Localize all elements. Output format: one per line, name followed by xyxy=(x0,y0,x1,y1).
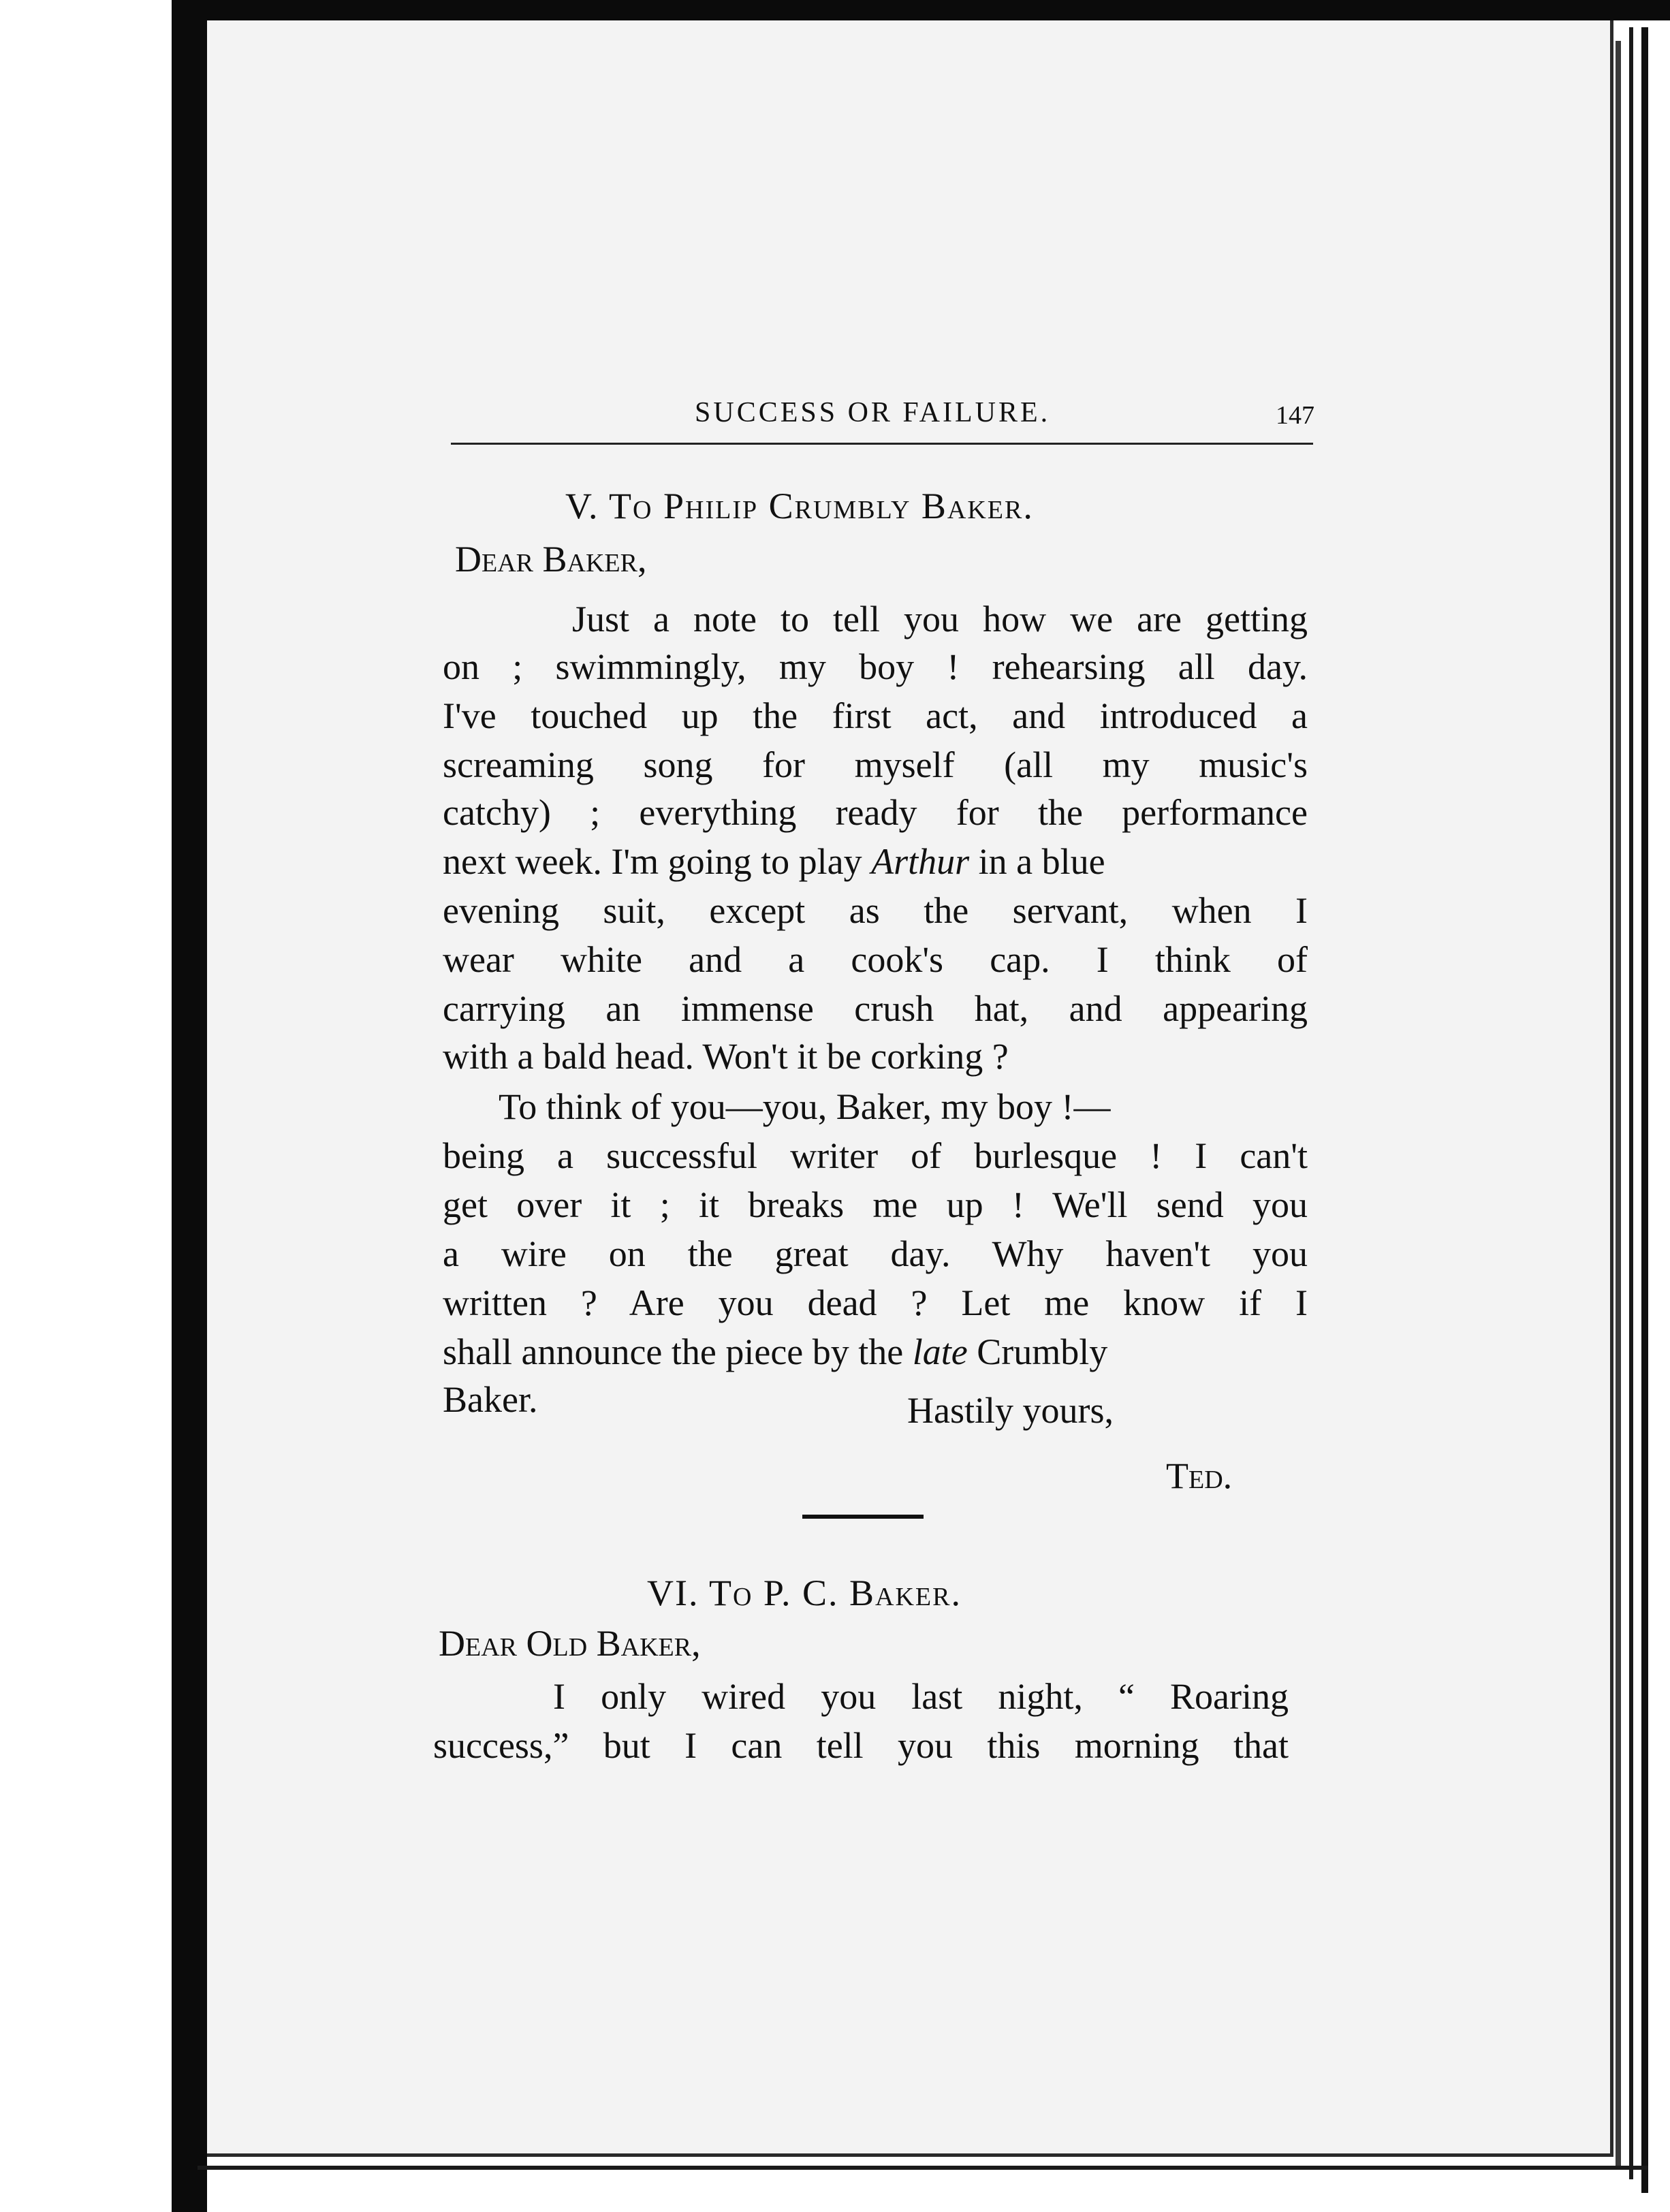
body-line: I've touched up the first act, and introduced a xyxy=(443,695,1308,736)
body-line: with a bald head. Won't it be corking ? xyxy=(443,1036,1009,1077)
letter-v-closing: Hastily yours, xyxy=(907,1390,1114,1431)
body-line xyxy=(443,840,1308,883)
body-line: a wire on the great day. Why haven't you xyxy=(443,1233,1308,1274)
scan-bottom-edge xyxy=(198,2166,1648,2170)
letter-v-heading: V. To Philip Crumbly Baker. xyxy=(565,486,1034,526)
running-head: SUCCESS OR FAILURE. xyxy=(695,397,1051,428)
body-line: catchy) ; everything ready for the performance xyxy=(443,792,1308,833)
body-line: success,” but I can tell you this morning that xyxy=(433,1725,1289,1766)
body-line: being a successful writer of burlesque ! I can't xyxy=(443,1135,1308,1176)
letter-v-signature: Ted. xyxy=(1166,1455,1233,1496)
line-segment: next week. I'm going to play xyxy=(443,841,862,882)
body-line: Baker. xyxy=(443,1379,538,1420)
italic-name: Arthur xyxy=(871,841,970,882)
binding-gutter xyxy=(172,0,207,2212)
body-line: To think of you—you, Baker, my boy !— xyxy=(499,1086,1111,1127)
body-line: on ; swimmingly, my boy ! rehearsing all day. xyxy=(443,646,1308,687)
page-header xyxy=(450,396,1314,444)
letter-vi-heading: VI. To P. C. Baker. xyxy=(647,1573,962,1613)
letter-v-salutation: Dear Baker, xyxy=(455,539,647,580)
body-line: evening suit, except as the servant, when I xyxy=(443,890,1308,931)
body-line: wear white and a cook's cap. I think of xyxy=(443,939,1308,980)
body-line: written ? Are you dead ? Let me know if I xyxy=(443,1282,1308,1323)
line-segment: shall announce the piece by the xyxy=(443,1331,904,1372)
section-separator xyxy=(802,1515,924,1519)
body-line: get over it ; it breaks me up ! We'll send you xyxy=(443,1184,1308,1225)
header-rule xyxy=(451,443,1313,445)
line-segment: Crumbly xyxy=(977,1331,1108,1372)
page-number: 147 xyxy=(1276,401,1314,430)
line-segment: in a blue xyxy=(978,841,1105,882)
letter-vi-salutation: Dear Old Baker, xyxy=(439,1623,701,1664)
scan-top-edge xyxy=(172,0,1670,20)
body-line: screaming song for myself (all my music's xyxy=(443,744,1308,785)
page-edge xyxy=(1629,27,1633,2179)
page-edge xyxy=(1616,41,1621,2166)
page-edge xyxy=(1641,27,1648,2193)
body-line: carrying an immense crush hat, and appearing xyxy=(443,988,1308,1029)
italic-word: late xyxy=(912,1331,968,1372)
body-line xyxy=(443,1331,1308,1373)
body-line: Just a note to tell you how we are getting xyxy=(572,599,1308,639)
body-line: I only wired you last night, “ Roaring xyxy=(553,1676,1289,1717)
